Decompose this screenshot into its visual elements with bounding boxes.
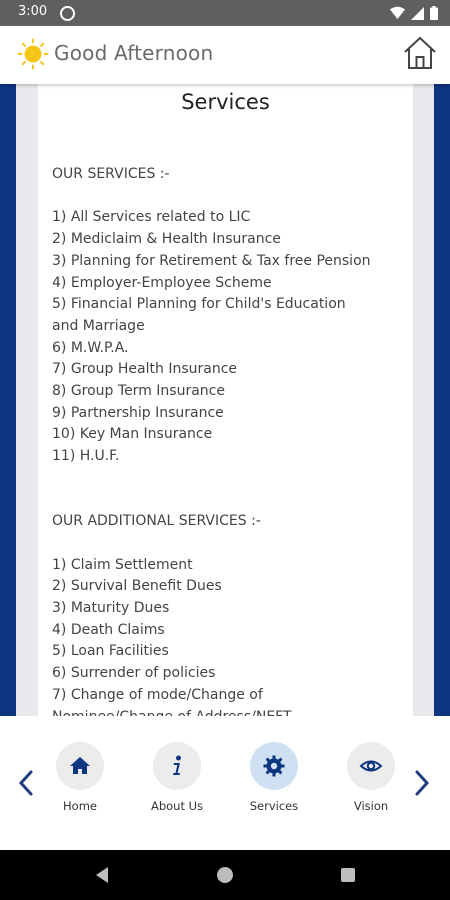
additional-service-item: 5) Loan Facilities bbox=[52, 643, 169, 660]
service-item: 2) Mediclaim & Health Insurance bbox=[52, 231, 281, 248]
service-item: 7) Group Health Insurance bbox=[52, 361, 238, 378]
home-icon bbox=[68, 754, 92, 778]
service-item: and Marriage bbox=[52, 317, 145, 334]
sun-icon bbox=[17, 38, 49, 70]
recents-icon[interactable] bbox=[341, 868, 355, 882]
service-item: 11) H.U.F. bbox=[52, 448, 120, 465]
service-item: 6) M.W.P.A. bbox=[52, 339, 129, 356]
services-heading: OUR SERVICES :- bbox=[52, 166, 170, 182]
nav-label-home: Home bbox=[63, 799, 97, 813]
wifi-icon bbox=[390, 7, 405, 20]
additional-service-item: 3) Maturity Dues bbox=[52, 600, 170, 616]
page-title: Services bbox=[181, 90, 270, 114]
eye-icon bbox=[359, 754, 383, 778]
nav-home-circle[interactable] bbox=[56, 742, 104, 790]
nav-label-about-us: About Us bbox=[150, 799, 204, 813]
back-icon[interactable] bbox=[96, 867, 108, 883]
additional-service-item: 2) Survival Benefit Dues bbox=[52, 578, 222, 595]
chevron-right-icon[interactable] bbox=[410, 766, 434, 800]
nav-vision-circle[interactable] bbox=[347, 742, 395, 790]
bottom-navigation bbox=[0, 716, 450, 850]
services-card[interactable] bbox=[38, 84, 413, 716]
additional-service-item: 6) Surrender of policies bbox=[52, 665, 216, 682]
nav-item-services[interactable] bbox=[234, 742, 314, 813]
nav-services-circle[interactable] bbox=[250, 742, 298, 790]
status-icons bbox=[390, 6, 438, 20]
status-bar bbox=[0, 0, 450, 26]
home-icon[interactable] bbox=[402, 35, 438, 71]
nav-about-circle[interactable] bbox=[153, 742, 201, 790]
service-item: 5) Financial Planning for Child's Education bbox=[52, 296, 346, 313]
system-navigation-bar bbox=[0, 850, 450, 900]
signal-icon bbox=[411, 7, 424, 20]
status-time: 3:00 bbox=[18, 4, 48, 19]
service-item: 9) Partnership Insurance bbox=[52, 404, 224, 421]
service-item: 10) Key Man Insurance bbox=[52, 426, 213, 443]
nav-item-home[interactable] bbox=[40, 742, 120, 813]
battery-icon bbox=[430, 6, 438, 20]
nav-label-vision: Vision bbox=[353, 799, 389, 813]
greeting-text: Good Afternoon bbox=[54, 41, 214, 65]
gear-icon bbox=[262, 754, 286, 778]
service-item: 1) All Services related to LIC bbox=[52, 209, 251, 226]
nav-item-about-us[interactable] bbox=[137, 742, 217, 813]
nav-item-vision[interactable] bbox=[331, 742, 411, 813]
service-item: 4) Employer-Employee Scheme bbox=[52, 274, 272, 291]
additional-service-item: 7) Change of mode/Change of bbox=[52, 686, 263, 703]
additional-services-heading: OUR ADDITIONAL SERVICES :- bbox=[52, 513, 261, 530]
service-item: 8) Group Term Insurance bbox=[52, 383, 225, 400]
info-icon bbox=[165, 754, 189, 778]
app-header bbox=[0, 26, 450, 84]
services-text bbox=[52, 164, 402, 728]
notification-icon bbox=[60, 6, 75, 21]
home-circle-icon[interactable] bbox=[217, 867, 233, 883]
nav-label-services: Services bbox=[249, 799, 299, 813]
additional-service-item: 4) Death Claims bbox=[52, 621, 165, 638]
service-item: 3) Planning for Retirement & Tax free Pension bbox=[52, 252, 371, 269]
additional-service-item: 1) Claim Settlement bbox=[52, 556, 193, 573]
chevron-left-icon[interactable] bbox=[14, 766, 38, 800]
